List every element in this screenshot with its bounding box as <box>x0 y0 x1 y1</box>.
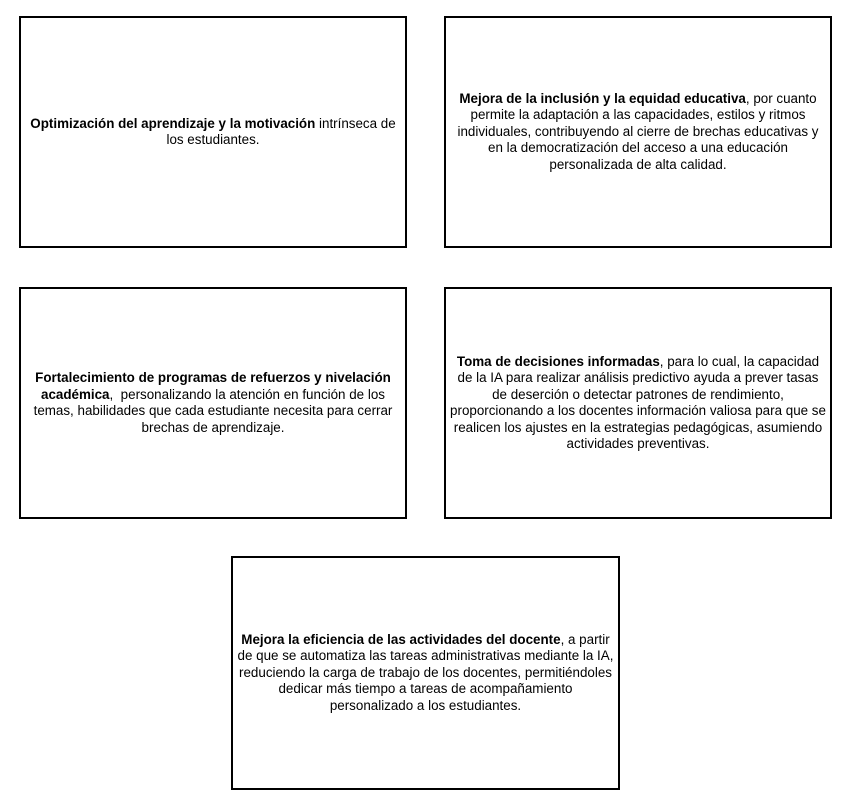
box-body-text: intrínseca de los estudiantes. <box>166 115 396 147</box>
box-body-text: , personalizando la atención en función de los temas, habilidades que cada estudiante necesita para cerrar brechas de aprendizaje. <box>33 386 397 435</box>
box-body-text: , por cuanto permite la adaptación a las capacidades, estilos y ritmos individuales, contribuyendo al cierre de brechas educativas y en la democratización del acceso a una educación personalizada de alta calidad. <box>457 90 819 172</box>
box-text <box>25 116 401 149</box>
box-optimizacion-aprendizaje <box>19 16 407 248</box>
box-text <box>237 632 614 715</box>
box-text <box>25 370 401 436</box>
box-text <box>450 354 826 453</box>
box-body-text: , para lo cual, la capacidad de la IA para realizar análisis predictivo ayuda a prever tasas de deserción o detectar patrones de rendimiento, proporcionando a los docentes información valiosa para que se realicen los ajustes en la estrategias pedagógicas, asumiendo actividades preventivas. <box>450 353 826 451</box>
box-inclusion-equidad <box>444 16 832 248</box>
box-bold-heading: Optimización del aprendizaje y la motivación <box>30 115 316 131</box>
box-bold-heading: Toma de decisiones informadas <box>456 353 660 369</box>
box-fortalecimiento-programas <box>19 287 407 519</box>
box-eficiencia-docente <box>231 556 620 790</box>
box-bold-heading: Mejora la eficiencia de las actividades del docente <box>241 631 561 647</box>
box-toma-decisiones <box>444 287 832 519</box>
box-bold-heading: Mejora de la inclusión y la equidad educativa <box>459 90 746 106</box>
box-text <box>450 91 826 174</box>
box-bold-heading: Fortalecimiento de programas de refuerzos y nivelación académica <box>35 370 391 402</box>
box-body-text: , a partir de que se automatiza las tareas administrativas mediante la IA, reduciendo la carga de trabajo de los docentes, permitiéndoles dedicar más tiempo a tareas de acompañamiento personalizado a los estudiantes. <box>237 631 614 713</box>
